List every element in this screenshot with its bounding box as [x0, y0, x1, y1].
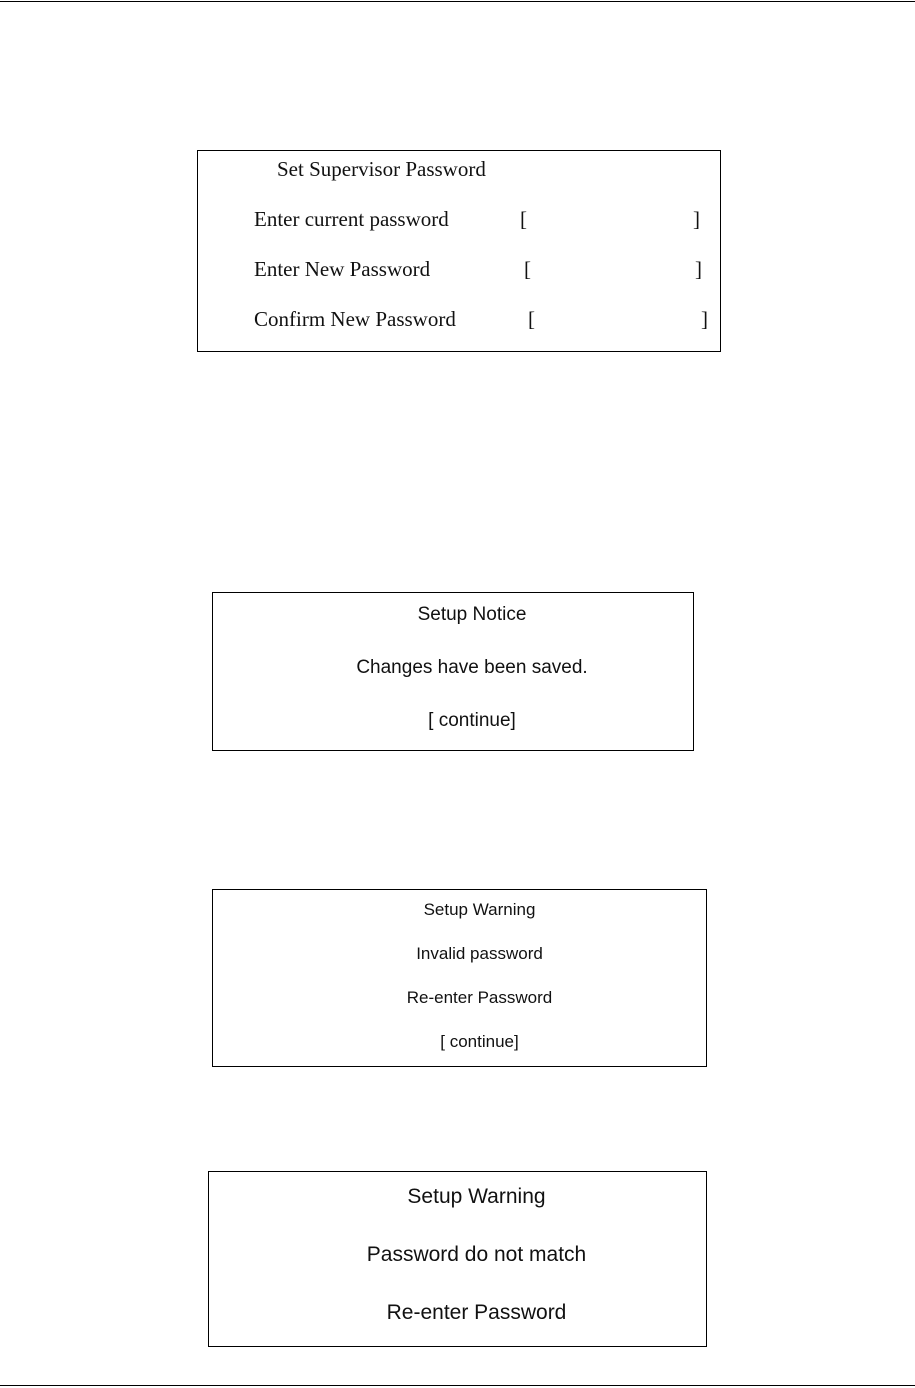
bracket-close: ]	[701, 307, 708, 331]
current-password-row	[198, 207, 720, 235]
set-supervisor-password-dialog	[197, 150, 721, 352]
bracket-open: [	[528, 307, 535, 331]
bracket-close: ]	[693, 207, 700, 231]
page-bottom-rule	[0, 1385, 915, 1386]
current-password-field[interactable]	[520, 207, 700, 235]
dialog-title: Set Supervisor Password	[277, 157, 486, 181]
continue-button[interactable]: [ continue]	[428, 710, 516, 731]
bracket-open: [	[524, 257, 531, 281]
notice-message: Changes have been saved.	[356, 657, 588, 678]
reenter-instruction: Re-enter Password	[386, 1301, 567, 1324]
new-password-row	[198, 257, 720, 285]
dialog-title: Setup Warning	[423, 900, 536, 919]
new-password-field[interactable]	[524, 257, 702, 285]
dialog-title: Setup Notice	[417, 604, 527, 625]
current-password-label: Enter current password	[254, 207, 449, 231]
bracket-close: ]	[695, 257, 702, 281]
setup-warning-mismatch-dialog	[208, 1171, 707, 1347]
dialog-title: Setup Warning	[407, 1185, 546, 1208]
warning-message: Password do not match	[366, 1243, 587, 1266]
setup-warning-invalid-dialog	[212, 889, 707, 1067]
continue-button[interactable]: [ continue]	[440, 1032, 519, 1051]
bracket-open: [	[520, 207, 527, 231]
confirm-password-row	[198, 307, 720, 335]
warning-message: Invalid password	[416, 944, 543, 963]
reenter-instruction: Re-enter Password	[406, 988, 553, 1007]
confirm-password-label: Confirm New Password	[254, 307, 456, 331]
new-password-label: Enter New Password	[254, 257, 431, 281]
page-top-rule	[0, 1, 915, 2]
confirm-password-field[interactable]	[528, 307, 708, 335]
setup-notice-dialog	[212, 592, 694, 751]
